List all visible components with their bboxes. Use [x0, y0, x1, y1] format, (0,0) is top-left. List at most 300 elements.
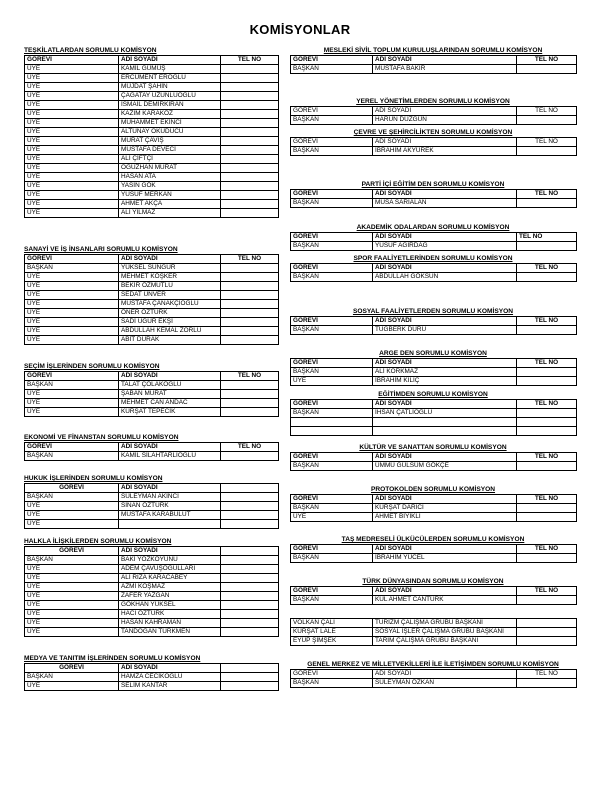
role-cell-header: GÖREVİ [25, 547, 119, 556]
section-yerel [290, 97, 576, 125]
table-row [291, 679, 577, 688]
phone-cell [221, 200, 279, 209]
table-row [25, 592, 279, 601]
phone-cell [221, 493, 279, 502]
phone-cell [517, 418, 577, 427]
name-cell: ADEM ÇAVUŞOĞULLARI [119, 565, 221, 574]
name-cell: MUSTAFA BAKIR [373, 65, 517, 74]
phone-cell [221, 110, 279, 119]
name-cell: İSMAİL DEMİRKIRAN [119, 101, 221, 110]
name-cell: HAMZA CECİKOĞLU [119, 673, 221, 682]
table-row [291, 628, 577, 637]
name-cell: AZMİ KOŞMAZ [119, 583, 221, 592]
name-cell: SELİM KANTAR [119, 682, 221, 691]
table-row [25, 399, 279, 408]
role-cell-header: GÖREVİ [291, 359, 373, 368]
name-cell: ERCÜMENT EROĞLU [119, 74, 221, 83]
name-cell: KÜRŞAT DARICI [373, 504, 517, 513]
role-cell: ÜYE [25, 128, 119, 137]
phone-cell [221, 628, 279, 637]
section-halkla [24, 537, 278, 637]
role-cell: EYÜP ŞİMŞEK [291, 637, 373, 646]
name-cell-header: ADI SOYADI [373, 453, 517, 462]
role-cell-header: GÖREVİ [25, 484, 119, 493]
role-cell: BAŞKAN [291, 368, 373, 377]
table-row [291, 504, 577, 513]
role-cell: ÜYE [25, 511, 119, 520]
name-cell-header: ADI SOYADI [373, 233, 517, 242]
name-cell: HASAN KAHRAMAN [119, 619, 221, 628]
name-cell: HARUN DÜZGÜN [373, 116, 517, 125]
table-row [25, 493, 279, 502]
role-cell: ÜYE [25, 408, 119, 417]
name-cell-header: ADI SOYADI [373, 495, 517, 504]
section-protokol [290, 485, 576, 522]
section-arge [290, 349, 576, 386]
name-cell: SEDAT ÜNVER [119, 291, 221, 300]
role-cell: ÜYE [25, 682, 119, 691]
phone-cell [221, 452, 279, 461]
name-cell-header: ADI SOYADI [373, 107, 517, 116]
section-title: GENEL MERKEZ VE MİLLETVEKİLLERİ İLE İLETİŞİMDEN SORUMLU KOMİSYON [307, 661, 559, 668]
name-cell: SİNAN ÖZTÜRK [119, 502, 221, 511]
table-row [25, 520, 279, 529]
table-row [25, 128, 279, 137]
role-cell: BAŞKAN [291, 273, 373, 282]
section-title: ARGE DEN SORUMLU KOMİSYON [379, 350, 487, 357]
table-row [25, 65, 279, 74]
name-cell: ŞABAN MURAT [119, 390, 221, 399]
role-cell: BAŞKAN [291, 554, 373, 563]
section-title: HALKLA İLİŞKİLERDEN SORUMLU KOMİSYON [24, 538, 172, 545]
role-cell-header: GÖREVİ [291, 138, 373, 147]
name-cell: ALİ ÇİFTÇİ [119, 155, 221, 164]
table-row [25, 155, 279, 164]
table-row [291, 619, 577, 628]
name-cell-header: ADI SOYADI [119, 443, 221, 452]
committee-table [24, 254, 279, 345]
table-row [25, 511, 279, 520]
name-cell: SADİ UĞUR EKŞİ [119, 318, 221, 327]
table-row [25, 146, 279, 155]
role-cell: BAŞKAN [25, 264, 119, 273]
section-title: SANAYİ VE İŞ İNSANLARI SORUMLU KOMİSYON [24, 246, 178, 253]
phone-cell [517, 242, 577, 251]
section-sanayi [24, 245, 278, 345]
role-cell: ÜYE [25, 327, 119, 336]
role-cell: ÜYE [25, 619, 119, 628]
section-hukuk [24, 474, 278, 529]
name-cell: SÜLEYMAN ÖZKAN [373, 679, 517, 688]
phone-cell [221, 336, 279, 345]
phone-cell [221, 191, 279, 200]
role-cell: ÜYE [25, 65, 119, 74]
role-cell: ÜYE [25, 601, 119, 610]
role-cell: ÜYE [25, 610, 119, 619]
table-row [291, 462, 577, 471]
table-row [291, 596, 577, 605]
name-cell: BEKİR ÖZMUTLU [119, 282, 221, 291]
name-cell [373, 427, 517, 436]
table-row [25, 565, 279, 574]
name-cell: TURİZM ÇALIŞMA GRUBU BAŞKANI [373, 619, 517, 628]
role-cell: VOLKAN ÇALI [291, 619, 373, 628]
committee-table [24, 55, 279, 218]
phone-cell [517, 427, 577, 436]
phone-cell [221, 137, 279, 146]
section-secim [24, 362, 278, 417]
phone-cell [517, 628, 577, 637]
role-cell: ÜYE [25, 173, 119, 182]
name-cell: YASİN GÖK [119, 182, 221, 191]
role-cell: ÜYE [25, 119, 119, 128]
role-cell: ÜYE [291, 513, 373, 522]
name-cell: MUSTAFA ÇANAKÇIOĞLU [119, 300, 221, 309]
name-cell: HASAN ATA [119, 173, 221, 182]
table-row [291, 409, 577, 418]
role-cell: BAŞKAN [25, 452, 119, 461]
phone-cell [221, 682, 279, 691]
table-row [25, 327, 279, 336]
section-title: PARTİ İÇİ EĞİTİM DEN SORUMLU KOMİSYON [361, 181, 505, 188]
phone-cell [221, 65, 279, 74]
name-cell [119, 520, 221, 529]
phone-cell [221, 128, 279, 137]
table-row [25, 200, 279, 209]
section-spor [290, 254, 576, 282]
phone-cell [221, 565, 279, 574]
table-row [291, 368, 577, 377]
phone-cell [221, 511, 279, 520]
phone-cell [221, 556, 279, 565]
role-cell: ÜYE [25, 291, 119, 300]
phone-cell-header: TEL NO [517, 495, 577, 504]
role-cell: ÜYE [25, 182, 119, 191]
name-cell [373, 418, 517, 427]
role-cell: BAŞKAN [25, 673, 119, 682]
role-cell: BAŞKAN [291, 199, 373, 208]
role-cell: ÜYE [25, 101, 119, 110]
table-row [25, 390, 279, 399]
section-title: KÜLTÜR VE SANATTAN SORUMLU KOMİSYON [359, 444, 507, 451]
table-row [25, 502, 279, 511]
table-row [291, 242, 577, 251]
table-header-row [25, 372, 279, 381]
role-cell: ÜYE [25, 146, 119, 155]
role-cell: ÜYE [25, 390, 119, 399]
role-cell-header: GÖREVİ [291, 400, 373, 409]
table-row [25, 264, 279, 273]
name-cell: İHSAN ÇATLIOĞLU [373, 409, 517, 418]
phone-cell [517, 596, 577, 605]
phone-cell-header: TEL NO [517, 233, 577, 242]
table-row [25, 182, 279, 191]
name-cell: ALİ RIZA KARACABEY [119, 574, 221, 583]
phone-cell [221, 264, 279, 273]
name-cell: GÖKHAN YÜKSEL [119, 601, 221, 610]
section-mesleki [290, 46, 576, 74]
table-header-row [291, 587, 577, 596]
role-cell: ÜYE [25, 318, 119, 327]
table-header-row [291, 545, 577, 554]
role-cell: ÜYE [25, 309, 119, 318]
phone-cell [221, 182, 279, 191]
section-title: SPOR FAALİYETLERİNDEN SORUMLU KOMİSYON [353, 255, 513, 262]
table-row [25, 92, 279, 101]
role-cell: BAŞKAN [291, 596, 373, 605]
name-cell-header: ADI SOYADI [119, 484, 221, 493]
table-header-row [291, 107, 577, 116]
role-cell-header: GÖREVİ [25, 443, 119, 452]
table-row [25, 610, 279, 619]
table-row [291, 554, 577, 563]
phone-cell-header [221, 664, 279, 673]
table-row [291, 116, 577, 125]
table-header-row [291, 400, 577, 409]
table-header-row [25, 443, 279, 452]
role-cell: BAŞKAN [291, 462, 373, 471]
table-row [25, 282, 279, 291]
table-row [25, 318, 279, 327]
phone-cell [221, 399, 279, 408]
role-cell: BAŞKAN [291, 409, 373, 418]
name-cell: OĞUZHAN MURAT [119, 164, 221, 173]
phone-cell [221, 155, 279, 164]
table-row [291, 513, 577, 522]
table-row [25, 291, 279, 300]
committee-table [24, 371, 279, 417]
role-cell-header: GÖREVİ [291, 264, 373, 273]
table-row [291, 199, 577, 208]
section-title: EKONOMİ VE FİNANSTAN SORUMLU KOMİSYON [24, 434, 179, 441]
table-header-row [291, 359, 577, 368]
table-row [291, 418, 577, 427]
table-row [25, 601, 279, 610]
name-cell: YÜKSEL SUNGUR [119, 264, 221, 273]
section-title: HUKUK İŞLERİNDEN SORUMLU KOMİSYON [24, 475, 163, 482]
name-cell: MUSTAFA KARABULUT [119, 511, 221, 520]
section-ekonomi [24, 433, 278, 461]
role-cell: ÜYE [25, 273, 119, 282]
role-cell: ÜYE [25, 209, 119, 218]
name-cell-header: ADI SOYADI [373, 670, 517, 679]
phone-cell-header: TEL NO [517, 56, 577, 65]
phone-cell [221, 574, 279, 583]
table-row [25, 137, 279, 146]
phone-cell [221, 282, 279, 291]
name-cell-header: ADI SOYADI [119, 56, 221, 65]
table-row [25, 209, 279, 218]
table-row [25, 628, 279, 637]
role-cell: ÜYE [291, 377, 373, 386]
name-cell: ALİ KORKMAZ [373, 368, 517, 377]
name-cell: YUSUF MERKAN [119, 191, 221, 200]
phone-cell [517, 377, 577, 386]
name-cell: MURAT ÇAVIŞ [119, 137, 221, 146]
role-cell: ÜYE [25, 565, 119, 574]
role-cell: ÜYE [25, 282, 119, 291]
phone-cell [221, 173, 279, 182]
section-title: YEREL YÖNETİMLERDEN SORUMLU KOMİSYON [356, 98, 510, 105]
phone-cell [221, 381, 279, 390]
role-cell: ÜYE [25, 191, 119, 200]
name-cell-header: ADI SOYADI [373, 545, 517, 554]
table-row [25, 309, 279, 318]
committee-table [290, 399, 577, 436]
phone-cell [221, 291, 279, 300]
name-cell: KAMİL SİLAHTARLIOĞLU [119, 452, 221, 461]
role-cell: ÜYE [25, 110, 119, 119]
section-genel-merkez [290, 660, 576, 688]
section-calisma-gruplari [290, 618, 576, 646]
role-cell: ÜYE [25, 74, 119, 83]
phone-cell [517, 65, 577, 74]
table-row [25, 336, 279, 345]
phone-cell [221, 408, 279, 417]
committee-table [290, 232, 577, 251]
name-cell-header: ADI SOYADI [373, 587, 517, 596]
name-cell: AHMET BIYIKLI [373, 513, 517, 522]
phone-cell [221, 601, 279, 610]
phone-cell [517, 637, 577, 646]
phone-cell [221, 502, 279, 511]
phone-cell-header: TEL NO [517, 317, 577, 326]
phone-cell-header: TEL NO [221, 443, 279, 452]
role-cell-header: GÖREVİ [291, 190, 373, 199]
name-cell: TUĞBERK DURU [373, 326, 517, 335]
name-cell: AHMET AKÇA [119, 200, 221, 209]
name-cell-header: ADI SOYADI [373, 317, 517, 326]
role-cell [291, 418, 373, 427]
table-header-row [291, 495, 577, 504]
committee-table [290, 586, 577, 605]
section-cevre [290, 128, 576, 156]
committee-table [290, 544, 577, 563]
role-cell [291, 427, 373, 436]
table-header-row [291, 317, 577, 326]
role-cell: ÜYE [25, 83, 119, 92]
table-row [25, 101, 279, 110]
section-medya [24, 654, 278, 691]
name-cell: MEHMET KÖŞKER [119, 273, 221, 282]
phone-cell [221, 673, 279, 682]
phone-cell [221, 610, 279, 619]
section-title: PROTOKOLDEN SORUMLU KOMİSYON [370, 486, 496, 493]
table-row [25, 273, 279, 282]
committee-table [290, 452, 577, 471]
role-cell: ÜYE [25, 502, 119, 511]
name-cell: ABDULLAH GÖKSUN [373, 273, 517, 282]
phone-cell [221, 300, 279, 309]
section-title: TÜRK DÜNYASINDAN SORUMLU KOMİSYON [362, 578, 504, 585]
name-cell: ABİT DURAK [119, 336, 221, 345]
phone-cell-header: TEL NO [517, 453, 577, 462]
role-cell: ÜYE [25, 399, 119, 408]
committee-table [290, 316, 577, 335]
section-akademik [290, 223, 576, 251]
name-cell-header: ADI SOYADI [119, 255, 221, 264]
role-cell: ÜYE [25, 628, 119, 637]
role-cell-header: GÖREVİ [25, 255, 119, 264]
table-row [25, 682, 279, 691]
table-row [25, 408, 279, 417]
phone-cell [221, 146, 279, 155]
phone-cell-header: TEL NO [221, 372, 279, 381]
phone-cell-header: TEL NO [221, 56, 279, 65]
table-header-row [291, 264, 577, 273]
name-cell-header: ADI SOYADI [373, 190, 517, 199]
table-header-row [291, 56, 577, 65]
name-cell: MÜJDAT ŞAHİN [119, 83, 221, 92]
role-cell: BAŞKAN [291, 504, 373, 513]
section-title: AKADEMİK ODALARDAN SORUMLU KOMİSYON [356, 224, 510, 231]
committee-table [24, 663, 279, 691]
name-cell: KAMİL GÜMÜŞ [119, 65, 221, 74]
section-parti-ici-egitim [290, 180, 576, 208]
phone-cell [517, 619, 577, 628]
table-row [25, 381, 279, 390]
section-title: TAŞ MEDRESELİ ÜLKÜCÜLERDEN SORUMLU KOMİSYON [341, 536, 525, 543]
table-row [291, 377, 577, 386]
name-cell: SÜLEYMAN AKINCI [119, 493, 221, 502]
table-row [291, 326, 577, 335]
role-cell: ÜYE [25, 583, 119, 592]
table-row [25, 173, 279, 182]
role-cell: ÜYE [25, 200, 119, 209]
section-title: ÇEVRE VE ŞEHİRCİLİKTEN SORUMLU KOMİSYON [353, 129, 513, 136]
role-cell: BAŞKAN [291, 242, 373, 251]
name-cell-header: ADI SOYADI [373, 264, 517, 273]
role-cell: ÜYE [25, 336, 119, 345]
section-title: SEÇİM İŞLERİNDEN SORUMLU KOMİSYON [24, 363, 160, 370]
table-row [25, 619, 279, 628]
section-title: MESLEKİ SİVİL TOPLUM KURULUŞLARINDAN SORUMLU KOMİSYON [323, 47, 543, 54]
table-row [25, 556, 279, 565]
role-cell: BAŞKAN [25, 556, 119, 565]
phone-cell-header: TEL NO [517, 670, 577, 679]
name-cell: ÜMMÜ GÜLSÜM GÖKÇE [373, 462, 517, 471]
table-row [25, 110, 279, 119]
role-cell-header: GÖREVİ [291, 453, 373, 462]
role-cell-header: GÖREVİ [291, 56, 373, 65]
name-cell: ALTUNAY OKUDUCU [119, 128, 221, 137]
phone-cell-header: TEL NO [221, 255, 279, 264]
phone-cell-header: TEL NO [517, 190, 577, 199]
committee-table [24, 483, 279, 529]
table-row [25, 300, 279, 309]
table-row [25, 673, 279, 682]
committee-table [24, 442, 279, 461]
table-row [25, 583, 279, 592]
phone-cell [221, 209, 279, 218]
phone-cell [517, 554, 577, 563]
name-cell: YUSUF AĞIRDAĞ [373, 242, 517, 251]
role-cell-header: GÖREVİ [291, 233, 373, 242]
phone-cell [221, 619, 279, 628]
committee-table [290, 55, 577, 74]
phone-cell [517, 368, 577, 377]
role-cell-header: GÖREVİ [291, 545, 373, 554]
name-cell: TARIM ÇALIŞMA GRUBU BAŞKANI [373, 637, 517, 646]
role-cell-header: GÖREVİ [25, 664, 119, 673]
role-cell: ÜYE [25, 300, 119, 309]
phone-cell-header [221, 547, 279, 556]
phone-cell-header: TEL NO [517, 587, 577, 596]
table-row [291, 427, 577, 436]
phone-cell [517, 326, 577, 335]
role-cell-header: GÖREVİ [291, 317, 373, 326]
phone-cell [221, 74, 279, 83]
